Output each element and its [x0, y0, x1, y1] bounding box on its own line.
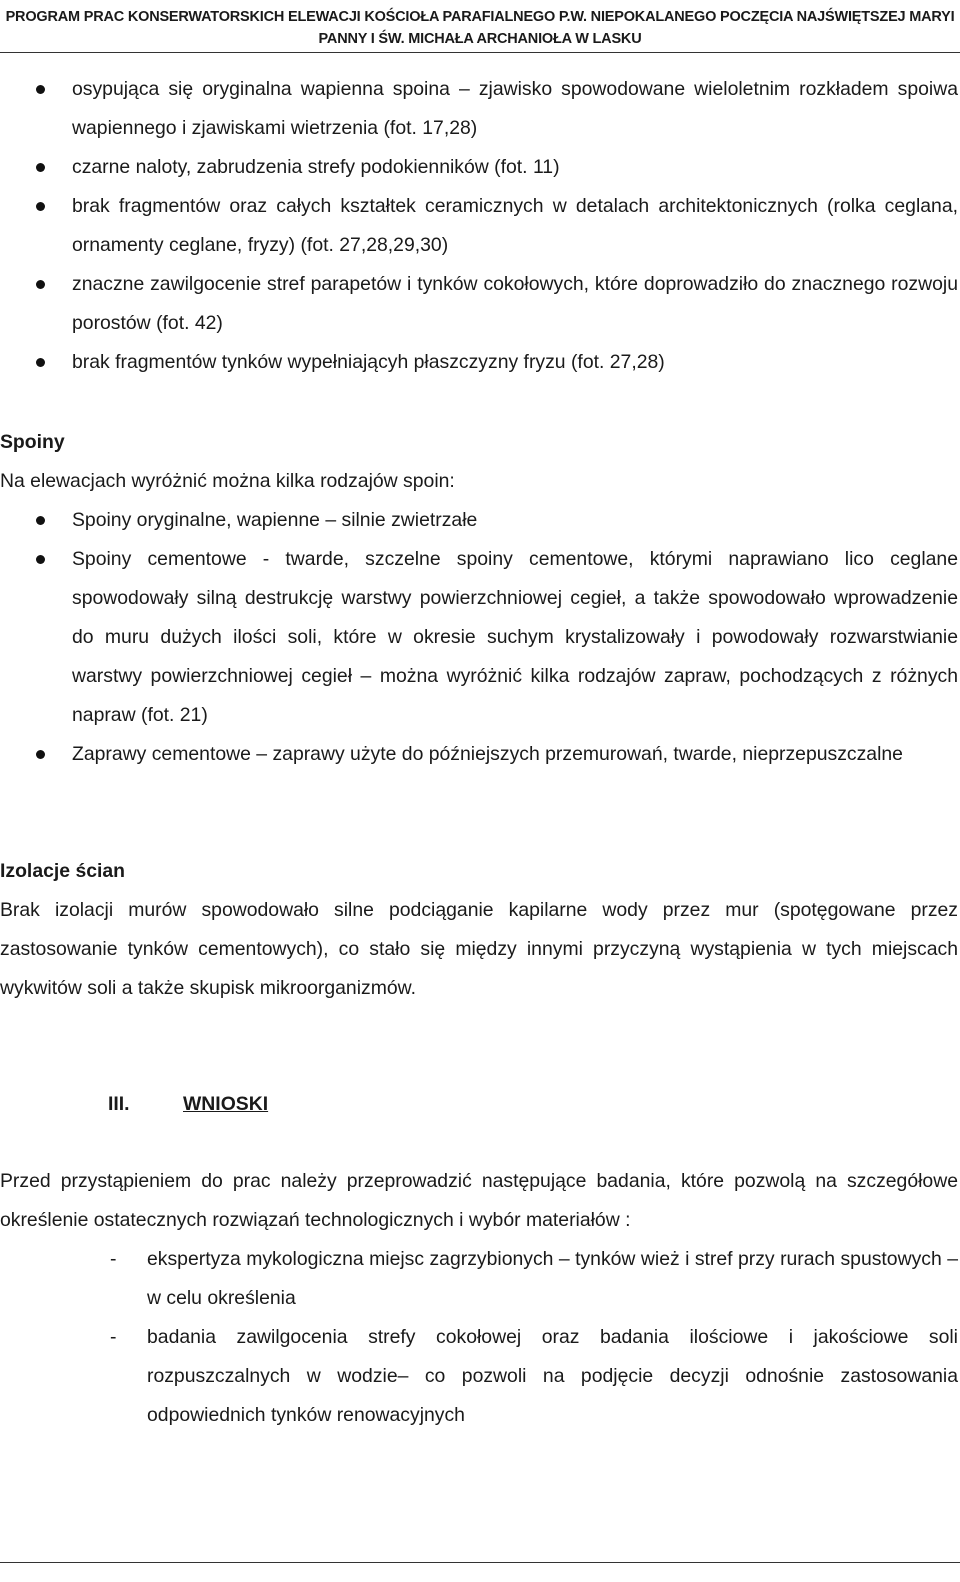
- header-line-2: PANNY I ŚW. MICHAŁA ARCHANIOŁA W LASKU: [318, 31, 642, 47]
- dash-marker: -: [110, 1326, 117, 1348]
- header-line-1: PROGRAM PRAC KONSERWATORSKICH ELEWACJI KOŚCIOŁA PARAFIALNEGO P.W. NIEPOKALANEGO POCZĘCIA NAJŚWIĘTSZEJ MARYI: [5, 9, 955, 25]
- research-list: [0, 1240, 958, 1435]
- list-item: [0, 1240, 958, 1318]
- list-item-text: Zaprawy cementowe – zaprawy użyte do późniejszych przemurowań, twarde, nieprzepuszczalne: [72, 743, 903, 765]
- bullet-icon: [36, 358, 45, 367]
- bullet-icon: [36, 202, 45, 211]
- header-divider: [0, 52, 960, 53]
- list-item: [0, 1318, 958, 1435]
- bullet-icon: [36, 750, 45, 759]
- damage-list: [0, 70, 958, 382]
- list-item-text: osypująca się oryginalna wapienna spoina – zjawisko spowodowane wieloletnim rozkładem spoiwa wapiennego i zjawiskami wietrzenia (fot. 17,28): [72, 78, 958, 139]
- spoiny-list: [0, 501, 958, 774]
- footer-divider: [0, 1562, 960, 1563]
- izolacje-text: Brak izolacji murów spowodowało silne podciąganie kapilarne wody przez mur (spotęgowane przez zastosowanie tynków cementowych), co stało się między innymi przyczyną wystąpienia w tych miejscach wykwitów soli a także skupisk mikroorganizmów.: [0, 899, 958, 999]
- list-item-text: znaczne zawilgocenie stref parapetów i tynków cokołowych, które doprowadziło do znacznego rozwoju porostów (fot. 42): [72, 273, 958, 334]
- section-heading-izolacje: Izolacje ścian: [0, 860, 126, 882]
- list-item: [0, 540, 958, 735]
- list-item: [0, 187, 958, 265]
- section-number: III.: [108, 1093, 130, 1115]
- bullet-icon: [36, 280, 45, 289]
- list-item-text: Spoiny cementowe - twarde, szczelne spoiny cementowe, którymi naprawiano lico ceglane spowodowały silną destrukcję warstwy powierzchniowej cegieł, a także spowodowało wprowadzenie do muru dużych ilości soli, które w okresie suchym krystalizowały i powodowały rozwarstwianie warstwy powierzchniowej cegieł – można wyróżnić kilka rodzajów zapraw, pochodzących z różnych napraw (fot. 21): [72, 548, 958, 726]
- list-item: [0, 265, 958, 343]
- bullet-icon: [36, 555, 45, 564]
- wnioski-intro: Przed przystąpieniem do prac należy przeprowadzić następujące badania, które pozwolą na szczegółowe określenie ostatecznych rozwiązań technologicznych i wybór materiałów :: [0, 1170, 958, 1231]
- list-item: [0, 70, 958, 148]
- list-item: [0, 148, 958, 187]
- dash-marker: -: [110, 1248, 117, 1270]
- list-item-text: brak fragmentów oraz całych kształtek ceramicznych w detalach architektonicznych (rolka ceglana, ornamenty ceglane, fryzy) (fot. 27,28,29,30): [72, 195, 958, 256]
- list-item: [0, 501, 958, 540]
- list-item-text: badania zawilgocenia strefy cokołowej oraz badania ilościowe i jakościowe soli rozpuszczalnych w wodzie– co pozwoli na podjęcie decyzji odnośnie zastosowania odpowiednich tynków renowacyjnych: [147, 1326, 958, 1426]
- spoiny-intro: Na elewacjach wyróżnić można kilka rodzajów spoin:: [0, 470, 455, 492]
- bullet-icon: [36, 516, 45, 525]
- section-heading-spoiny: Spoiny: [0, 431, 65, 453]
- list-item: [0, 343, 958, 382]
- list-item-text: Spoiny oryginalne, wapienne – silnie zwietrzałe: [72, 509, 478, 531]
- list-item-text: ekspertyza mykologiczna miejsc zagrzybionych – tynków wież i stref przy rurach spustowych – w celu określenia: [147, 1248, 958, 1309]
- bullet-icon: [36, 85, 45, 94]
- list-item-text: czarne naloty, zabrudzenia strefy podokienników (fot. 11): [72, 156, 560, 178]
- bullet-icon: [36, 163, 45, 172]
- list-item: [0, 735, 958, 774]
- list-item-text: brak fragmentów tynków wypełniającyh płaszczyzny fryzu (fot. 27,28): [72, 351, 665, 373]
- section-title-wnioski: WNIOSKI: [183, 1093, 269, 1115]
- document-header: [0, 6, 960, 50]
